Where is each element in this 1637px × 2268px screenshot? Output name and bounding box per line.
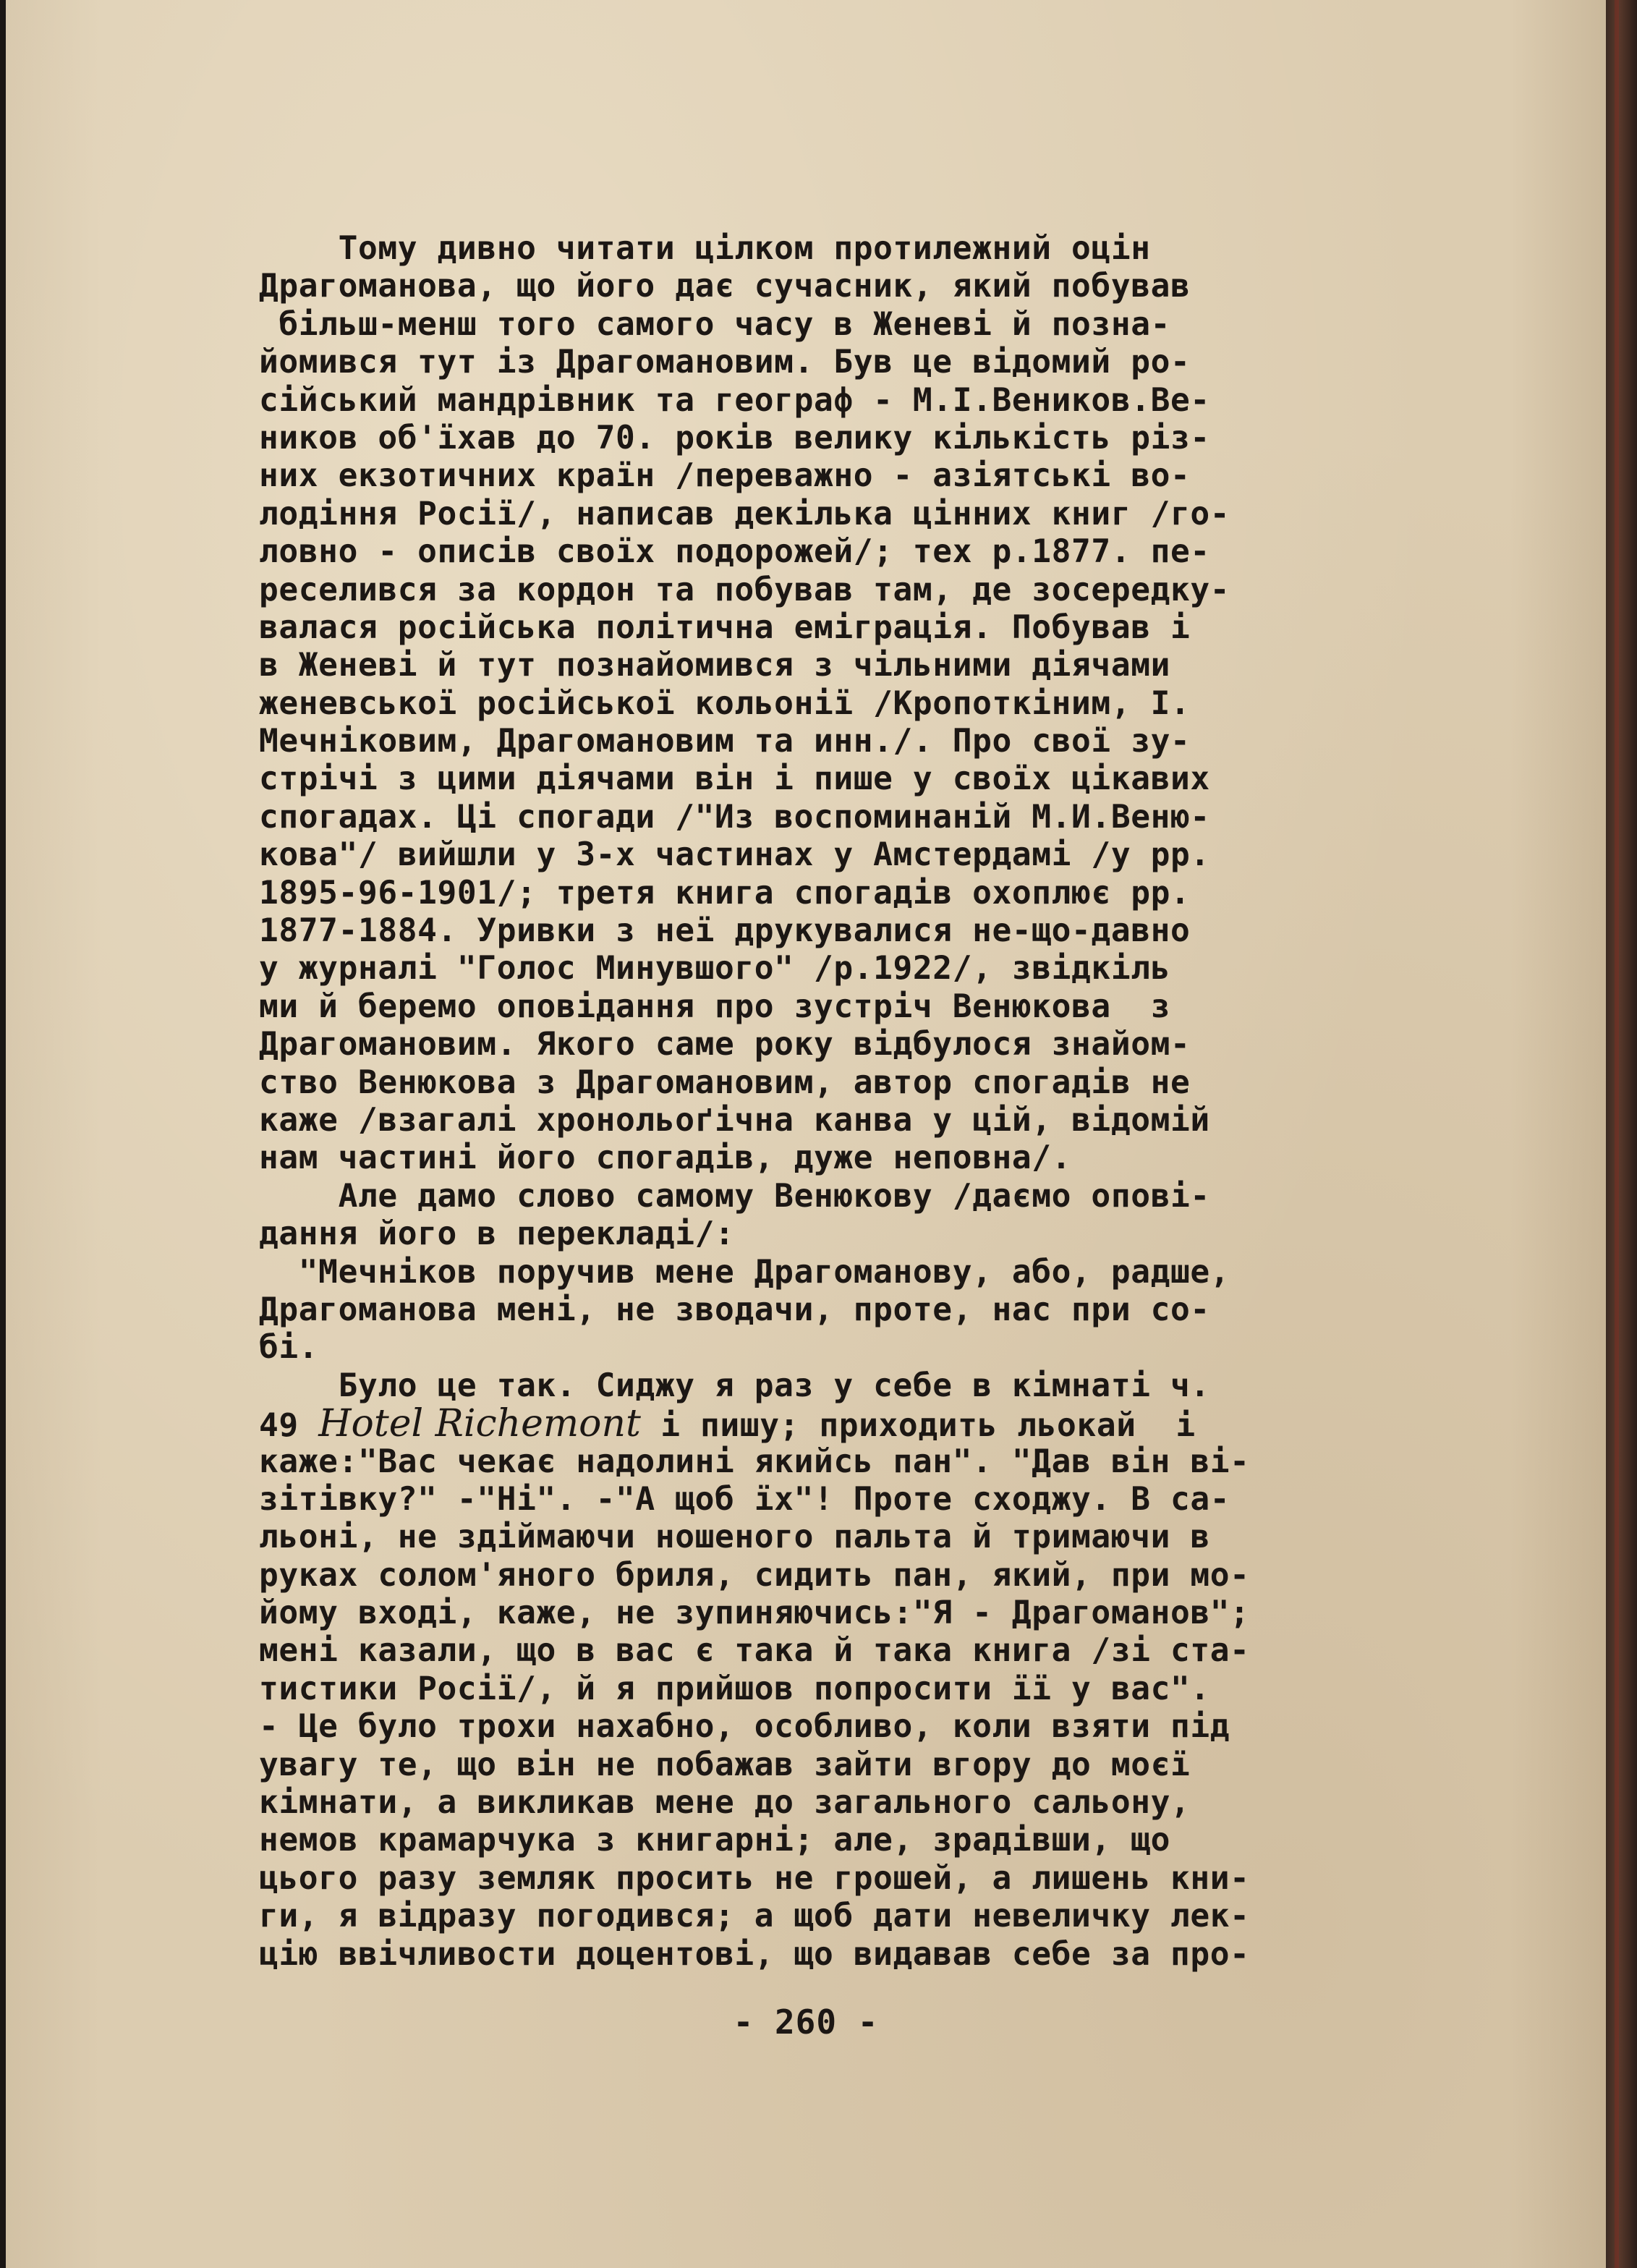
spine-binding-strip — [1615, 0, 1619, 2268]
text-line: у журналі "Голос Минувшого" /р.1922/, звідкіль — [259, 950, 1170, 988]
text-line: Драгоманова мені, не зводачи, проте, нас при со- — [259, 1291, 1210, 1328]
text-line: йомився тут із Драгомановим. Був це відомий ро- — [259, 344, 1191, 381]
handwritten-hotel-name: Hotel Richemont — [318, 1402, 641, 1446]
text-line: дання його в перекладі/: — [259, 1215, 735, 1253]
text-line: каже:"Вас чекає надолині якийсь пан". "Дав він ві- — [259, 1443, 1250, 1480]
text-line: кімнати, а викликав мене до загального сальону, — [259, 1784, 1191, 1822]
paragraph — [259, 1178, 1445, 1254]
text-line: реселився за кордон та побував там, де зосередку- — [259, 571, 1230, 608]
line-suffix: і пишу; приходить льокай і — [640, 1407, 1196, 1445]
line-prefix: 49 — [259, 1407, 319, 1445]
text-line: льоні, не здіймаючи ношеного пальта й тримаючи в — [259, 1519, 1210, 1556]
text-line: цього разу земляк просить не грошей, а лишень кни- — [259, 1859, 1250, 1897]
text-line: тистики Росії/, й я прийшов попросити її у вас". — [259, 1670, 1210, 1707]
text-line: Але дамо слово самому Венюкову /даємо опові- — [259, 1177, 1210, 1215]
text-line: Тому дивно читати цілком протилежний оцін — [259, 230, 1151, 267]
text-line: Драгоманова, що його дає сучасник, який побував — [259, 268, 1191, 305]
text-line: валася російська політична еміграція. Побував і — [259, 608, 1191, 646]
text-line: руках солом'яного бриля, сидить пан, який, при мо- — [259, 1556, 1250, 1594]
paragraph — [259, 1254, 1445, 1367]
text-line: ников об'їхав до 70. років велику кількість різ- — [259, 419, 1210, 456]
text-line: увагу те, що він не побажав зайти вгору до моєї — [259, 1746, 1191, 1783]
text-line: ги, я відразу погодився; а щоб дати невеличку лек- — [259, 1898, 1250, 1935]
text-line: бі. — [259, 1329, 319, 1367]
text-line: - Це було трохи нахабно, особливо, коли взяти під — [259, 1708, 1230, 1746]
text-line: Мечніковим, Драгомановим та инн./. Про свої зу- — [259, 723, 1191, 760]
text-line: ство Венюкова з Драгомановим, автор спогадів не — [259, 1063, 1191, 1101]
text-line: ловно - описів своїх подорожей/; тех р.1877. пе- — [259, 533, 1210, 571]
text-line: стрічі з цими діячами він і пише у своїх цікавих — [259, 760, 1210, 798]
text-line: спогадах. Ці спогади /"Из воспоминаній М.И.Веню- — [259, 798, 1210, 836]
text-line: нам частині його спогадів, дуже неповна/. — [259, 1139, 1072, 1177]
text-line: Було це так. Сиджу я раз у себе в кімнаті ч. — [259, 1367, 1210, 1404]
text-line-with-handwriting — [259, 1402, 1445, 1446]
text-line: немов крамарчука з книгарні; але, зрадівши, що — [259, 1822, 1170, 1859]
text-line: кова"/ вийшли у 3-х частинах у Амстердамі /у рр. — [259, 836, 1210, 874]
text-line: більш-менш того самого часу в Женеві й позна- — [259, 305, 1170, 343]
text-line: зітівку?" -"Ні". -"А щоб їх"! Проте сходжу. В са- — [259, 1480, 1230, 1518]
book-spine-edge — [1606, 0, 1637, 2268]
text-line: лодіння Росії/, написав декілька цінних книг /го- — [259, 495, 1230, 532]
text-line: 1895-96-1901/; третя книга спогадів охоплює рр. — [259, 874, 1191, 912]
page-number: - 260 - — [733, 2002, 879, 2042]
document-page — [6, 0, 1606, 2268]
text-line: каже /взагалі хронольоґічна канва у цій, відомій — [259, 1101, 1210, 1139]
text-line: сійський мандрівник та географ - М.І.Веникoв.Ве- — [259, 381, 1210, 419]
text-line: "Мечніков поручив мене Драгоманову, або, радше, — [259, 1253, 1230, 1291]
typewritten-text-block — [259, 230, 1445, 1974]
text-line: женевської російської кольонії /Кропоткіним, І. — [259, 684, 1191, 722]
text-line: Драгомановим. Якого саме року відбулося знайом- — [259, 1026, 1191, 1063]
text-line: мені казали, що в вас є така й така книга /зі ста- — [259, 1632, 1250, 1670]
text-line: них екзотичних країн /переважно - азіятські во- — [259, 457, 1191, 495]
text-line: йому вході, каже, не зупиняючись:"Я - Драгоманов"; — [259, 1594, 1250, 1632]
paragraph — [259, 1367, 1445, 1974]
text-line: 1877-1884. Уривки з неї друкувалися не-що-давно — [259, 912, 1191, 950]
paragraph — [259, 230, 1445, 1178]
text-line: ми й беремо оповідання про зустріч Венюкова з — [259, 988, 1170, 1025]
text-line: цію ввічливости доцентові, що видавав себе за про- — [259, 1935, 1250, 1973]
text-line: в Женеві й тут познайомився з чільними діячами — [259, 647, 1170, 684]
